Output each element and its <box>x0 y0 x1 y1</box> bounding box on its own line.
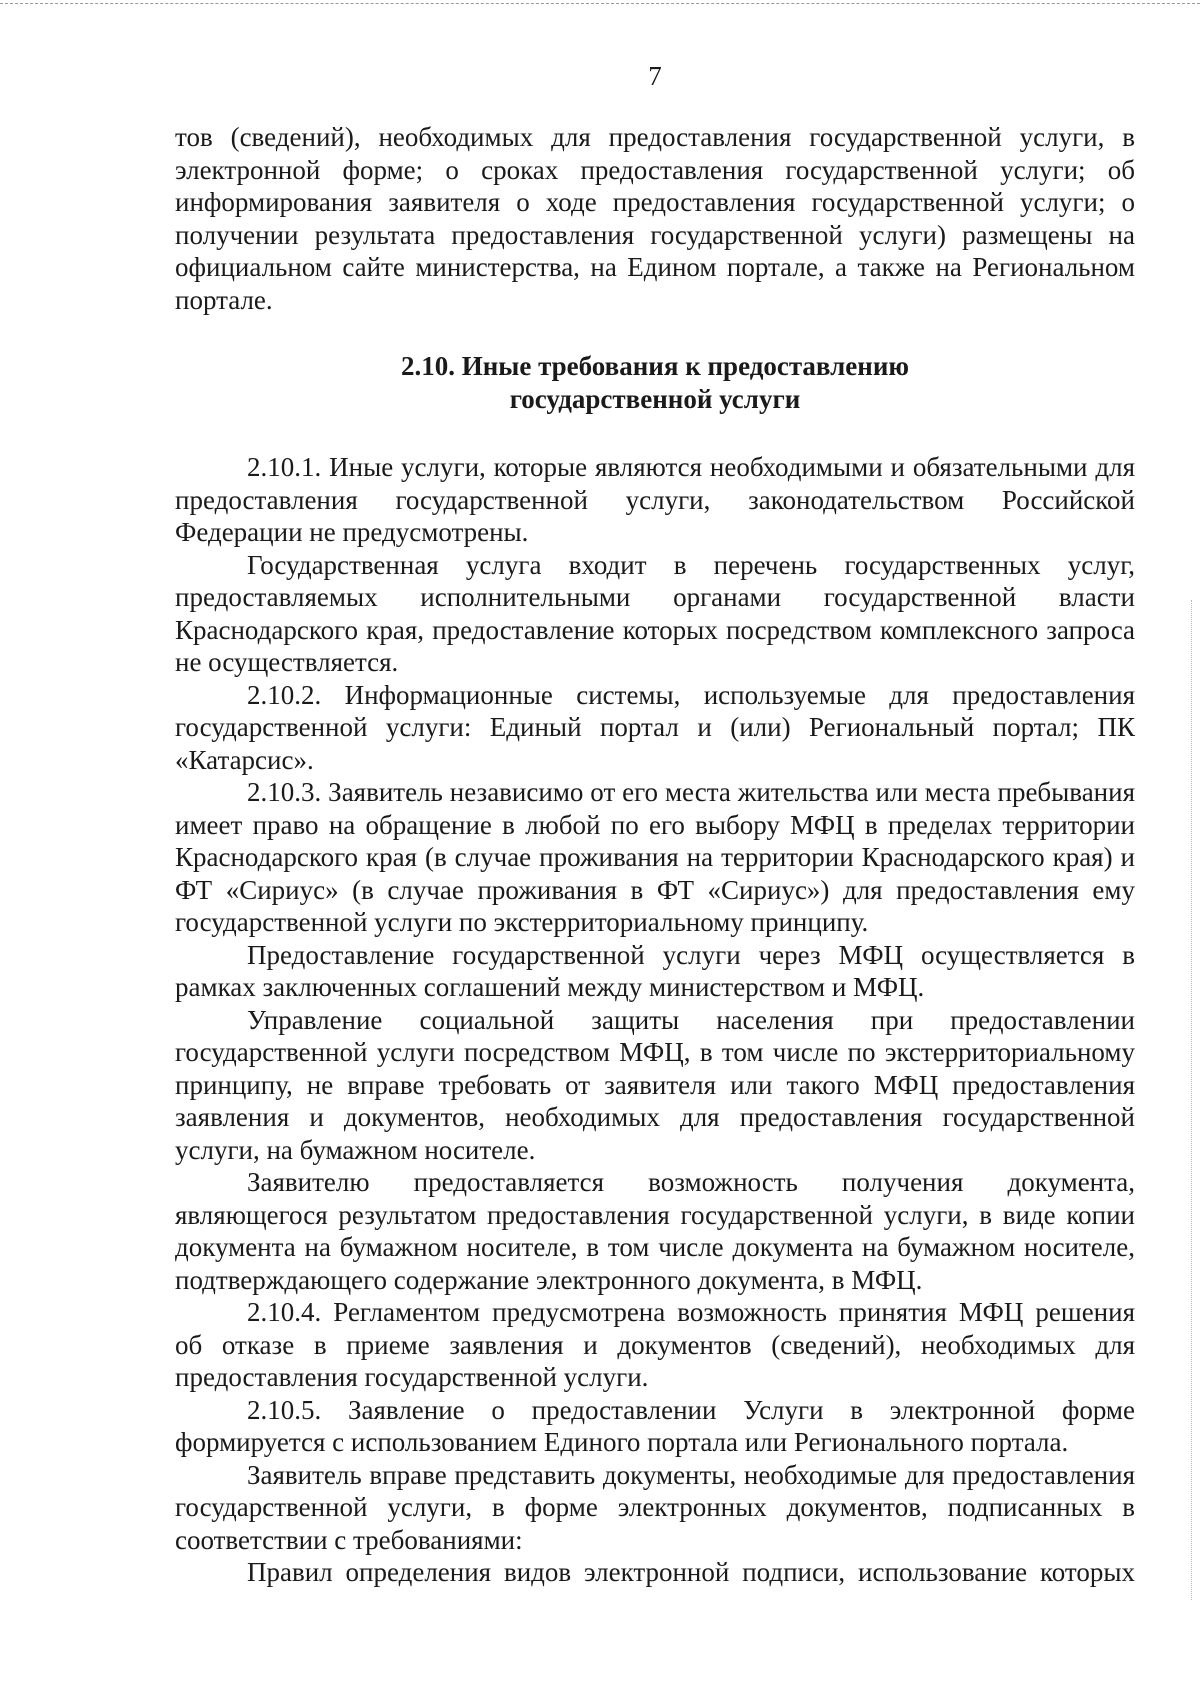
section-title-line-2: государственной услуги <box>509 384 801 414</box>
paragraph-signature-rules: Правил определения видов электронной подписи, использование которых <box>247 1557 1135 1587</box>
intro-paragraph: тов (сведений), необходимых для предоставления государственной услуги, в электронной форме; о сроках предоставления государственной услуги; об информирования заявителя о ходе предоставления государственной услуги; о получении результата предоставления государственной услуги) размещены на официальном сайте министерства, на Едином портале, а также на Региональном портале. <box>175 122 1135 315</box>
paragraph-social-protection: Управление социальной защиты населения при предоставлении государственной услуги посредством МФЦ, в том числе по экстерриториальному принципу, не вправе требовать от заявителя или такого МФЦ предоставления заявления и документов, необходимых для предоставления государственной услуги, на бумажном носителе. <box>175 1004 1135 1165</box>
paragraph-document-copy: Заявителю предоставляется возможность получения документа, являющегося результатом предоставления государственной услуги, в виде копии документа на бумажном носителе, в том числе документа на бумажном носителе, подтверждающего содержание электронного документа, в МФЦ. <box>175 1167 1135 1295</box>
paragraph-electronic-documents: Заявитель вправе представить документы, необходимые для предоставления государственной услуги, в форме электронных документов, подписанных в соответствии с требованиями: <box>175 1459 1135 1555</box>
section-title-line-1: 2.10. Иные требования к предоставлению <box>400 351 910 381</box>
scan-edge-top <box>0 3 1200 4</box>
paragraph-2-10-5: 2.10.5. Заявление о предоставлении Услуги в электронной форме формируется с использованием Единого портала или Регионального портала. <box>175 1394 1135 1457</box>
scan-edge-right <box>1191 600 1192 1600</box>
paragraph-complex-request: Государственная услуга входит в перечень государственных услуг, предоставляемых исполнительными органами государственной власти Краснодарского края, предоставление которых посредством комплексного запроса не осуществляется. <box>175 549 1135 677</box>
page-number: 7 <box>648 61 662 91</box>
paragraph-2-10-1: 2.10.1. Иные услуги, которые являются необходимыми и обязательными для предоставления государственной услуги, законодательством Российской Федерации не предусмотрены. <box>175 452 1135 547</box>
paragraph-2-10-3: 2.10.3. Заявитель независимо от его места жительства или места пребывания имеет право на обращение в любой по его выбору МФЦ в пределах территории Краснодарского края (в случае проживания на территории Краснодарского края) и ФТ «Сириус» (в случае проживания в ФТ «Сириус») для предоставления ему государственной услуги по экстерриториальному принципу. <box>175 777 1135 937</box>
section-title <box>175 350 1135 416</box>
document-body <box>175 121 1135 1589</box>
paragraph-2-10-4: 2.10.4. Регламентом предусмотрена возможность принятия МФЦ решения об отказе в приеме заявления и документов (сведений), необходимых для предоставления государственной услуги. <box>175 1297 1135 1392</box>
paragraph-mfc-agreements: Предоставление государственной услуги через МФЦ осуществляется в рамках заключенных соглашений между министерством и МФЦ. <box>175 939 1135 1002</box>
paragraph-2-10-2: 2.10.2. Информационные системы, используемые для предоставления государственной услуги: Единый портал и (или) Региональный портал; ПК «Катарсис». <box>175 679 1135 775</box>
